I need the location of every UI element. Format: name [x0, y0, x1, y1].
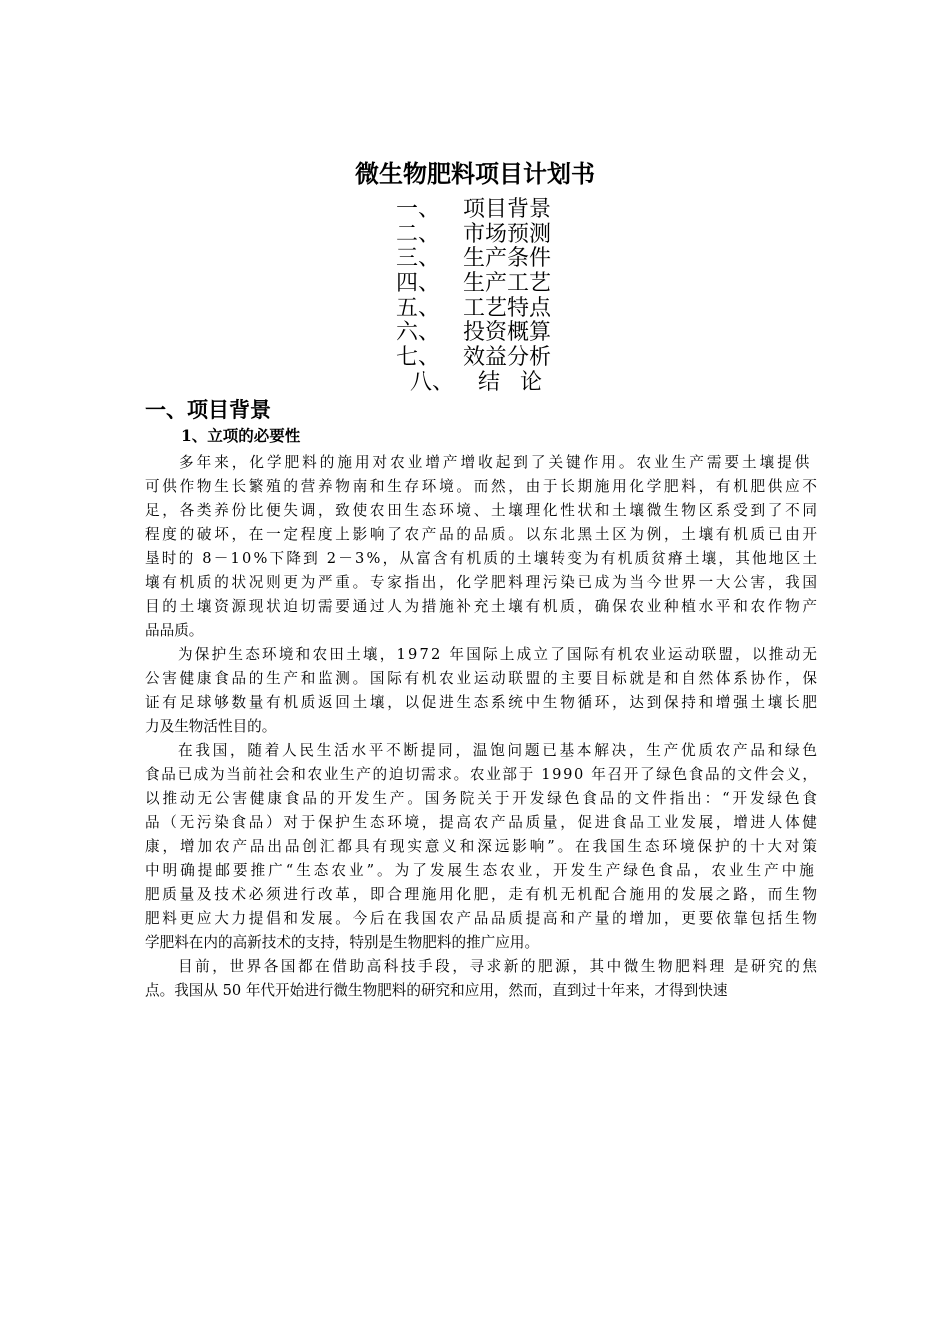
- body-text: [145, 451, 820, 1003]
- toc-item: [396, 321, 616, 346]
- document-title: 微生物肥料项目计划书: [355, 160, 595, 188]
- text-line: 肥质量及技术必须进行改革，即合理施用化肥，走有机无机配合施用的发展之路，而生物: [145, 886, 820, 903]
- toc-item-label: 结论: [478, 369, 563, 395]
- text-line: 点。我国从 50 年代开始进行微生物肥料的研究和应用，然而，直到过十年来，才得到快速: [145, 982, 728, 999]
- text-line: 证有足球够数量有机质返回土壤，以促进生态系统中生物循环，达到保持和增强土壤长肥: [145, 694, 820, 711]
- toc-item-number: 四、: [396, 271, 441, 297]
- text-line: 程度的破坏，在一定程度上影响了农产品的品质。以东北黑土区为例，土壤有机质已由开: [145, 526, 820, 543]
- table-of-contents: [396, 198, 616, 396]
- text-line: 品品质。: [145, 622, 204, 639]
- text-line: 中明确提邮要推广“生态农业”。为了发展生态农业，开发生产绿色食品，农业生产中施: [145, 862, 817, 879]
- text-line: 目前，世界各国都在借助高科技手段，寻求新的肥源，其中微生物肥料理 是研究的焦: [178, 958, 820, 975]
- toc-item: [396, 247, 616, 272]
- toc-item-label: 投资概算: [463, 320, 552, 346]
- toc-item-number: 七、: [396, 345, 441, 371]
- toc-item-number: 八、: [410, 369, 455, 395]
- section-heading: 一、项目背景: [145, 398, 271, 422]
- text-line: 康，增加农产品出品创汇都具有现实意义和深远影响”。在我国生态环境保护的十大对策: [145, 838, 820, 855]
- toc-item: [396, 223, 616, 248]
- text-line: 壤有机质的状况则更为严重。专家指出，化学肥料理污染已成为当今世界一大公害，我国: [145, 574, 820, 591]
- text-line: 在我国，随着人民生活水平不断提同，温饱问题已基本解决，生产优质农产品和绿色: [178, 742, 820, 759]
- paragraph: [145, 955, 820, 1003]
- text-line: 可供作物生长繁殖的营养物南和生存环境。而然，由于长期施用化学肥料，有机肥供应不: [145, 478, 820, 495]
- toc-item: [396, 198, 616, 223]
- toc-item: [396, 297, 616, 322]
- text-line: 多年来，化学肥料的施用对农业增产增收起到了关键作用。农业生产需要土壤提供: [179, 454, 813, 471]
- text-line: 学肥料在内的高新技术的支持，特别是生物肥料的推广应用。: [145, 934, 540, 951]
- paragraph: [145, 739, 820, 955]
- toc-item: [396, 346, 616, 371]
- toc-item-label: 效益分析: [463, 345, 552, 371]
- toc-item-number: 六、: [396, 320, 441, 346]
- toc-item-number: 一、: [396, 197, 441, 222]
- paragraph: [145, 451, 820, 643]
- text-line: 以推动无公害健康食品的开发生产。国务院关于开发绿色食品的文件指出：“开发绿色食: [145, 790, 820, 807]
- toc-item-label: 项目背景: [463, 197, 552, 222]
- sub-heading: 1、立项的必要性: [181, 426, 301, 445]
- text-line: 力及生物活性目的。: [145, 718, 277, 735]
- text-line: 目的土壤资源现状迫切需要通过人为措施补充土壤有机质，确保农业种植水平和农作物产: [145, 598, 820, 615]
- toc-item-label: 市场预测: [463, 221, 552, 247]
- text-line: 食品已成为当前社会和农业生产的迫切需求。农业部于 1990 年召开了绿色食品的文件会义，: [145, 766, 819, 783]
- toc-item-number: 五、: [396, 295, 441, 321]
- text-line: 品（无污染食品）对于保护生态环境，提高农产品质量，促进食品工业发展，增进人体健: [145, 814, 820, 831]
- text-line: 垦时的 8－10%下降到 2－3%，从富含有机质的土壤转变为有机质贫瘠土壤，其他地区土: [145, 550, 820, 567]
- text-line: 公害健康食品的生产和监测。国际有机农业运动联盟的主要目标就是和自然体系协作，保: [145, 670, 820, 687]
- text-line: 为保护生态环境和农田土壤，1972 年国际上成立了国际有机农业运动联盟，以推动无: [178, 646, 820, 663]
- paragraph: [145, 643, 820, 739]
- toc-item-number: 三、: [396, 246, 441, 272]
- toc-item: [396, 272, 616, 297]
- toc-item-label: 工艺特点: [463, 295, 552, 321]
- toc-item-label: 生产条件: [463, 246, 552, 272]
- toc-item-label: 生产工艺: [463, 271, 552, 297]
- text-line: 肥料更应大力提倡和发展。今后在我国农产品品质提高和产量的增加，更要依靠包括生物: [145, 910, 820, 927]
- toc-item: [396, 371, 616, 396]
- text-line: 足，各类养份比便失调，致使农田生态环境、土壤理化性状和土壤微生物区系受到了不同: [145, 502, 820, 519]
- toc-item-number: 二、: [396, 221, 441, 247]
